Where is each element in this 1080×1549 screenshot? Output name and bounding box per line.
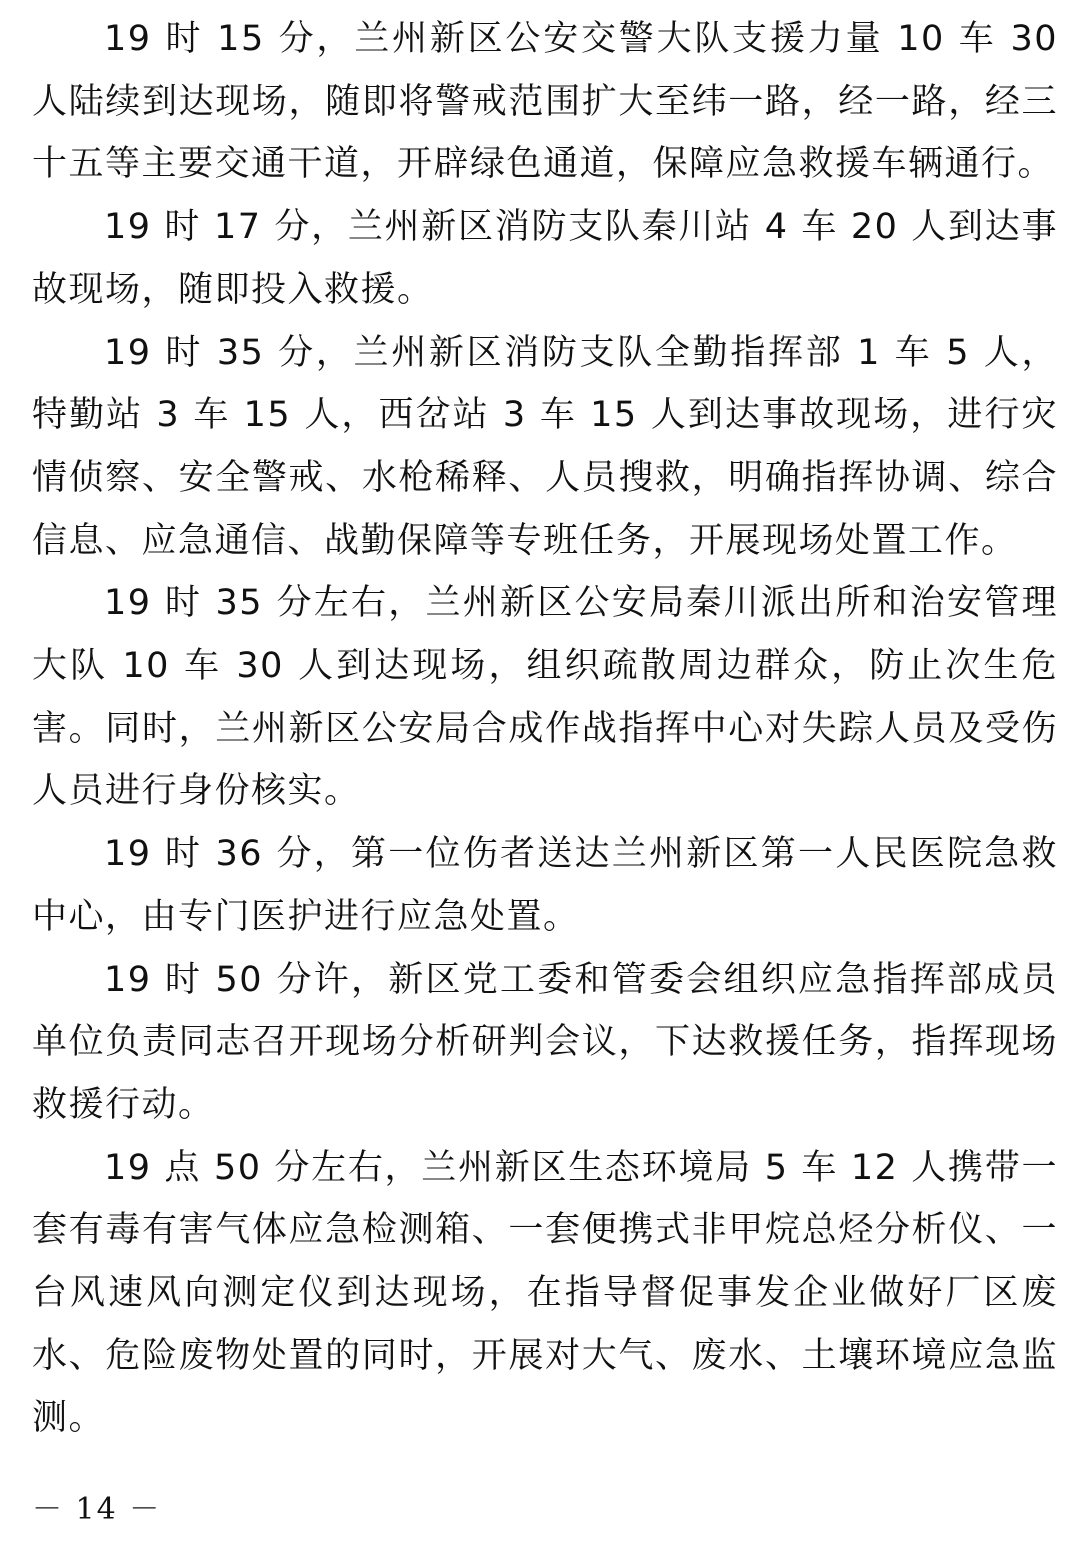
page-number: － 14 － <box>32 1492 162 1527</box>
paragraph-public-security: 19 时 35 分左右，兰州新区公安局秦川派出所和治安管理大队 10 车 30 人到达现场，组织疏散周边群众，防止次生危害。同时，兰州新区公安局合成作战指挥中心对失踪人员及受伤人员进行身份核实。 <box>32 583 1058 812</box>
paragraph-traffic-police: 19 时 15 分，兰州新区公安交警大队支援力量 10 车 30 人陆续到达现场，随即将警戒范围扩大至纬一路，经一路，经三十五等主要交通干道，开辟绿色通道，保障应急救援车辆通行。 <box>32 19 1058 185</box>
paragraph-fire-command: 19 时 35 分，兰州新区消防支队全勤指挥部 1 车 5 人，特勤站 3 车 15 人，西岔站 3 车 15 人到达事故现场，进行灾情侦察、安全警戒、水枪稀释、人员搜救，明确指挥协调、综合信息、应急通信、战勤保障等专班任务，开展现场处置工作。 <box>32 332 1058 561</box>
paragraph-environment-monitoring: 19 点 50 分左右，兰州新区生态环境局 5 车 12 人携带一套有毒有害气体应急检测箱、一套便携式非甲烷总烃分析仪、一台风速风向测定仪到达现场，在指导督促事发企业做好厂区废水、危险废物处置的同时，开展对大气、废水、土壤环境应急监测。 <box>32 1147 1058 1439</box>
paragraph-first-injured: 19 时 36 分，第一位伤者送达兰州新区第一人民医院急救中心，由专门医护进行应急处置。 <box>32 834 1058 937</box>
paragraph-qinchuan-fire-station: 19 时 17 分，兰州新区消防支队秦川站 4 车 20 人到达事故现场，随即投入救援。 <box>32 207 1058 310</box>
document-body <box>32 8 1058 1450</box>
paragraph-command-meeting: 19 时 50 分许，新区党工委和管委会组织应急指挥部成员单位负责同志召开现场分析研判会议，下达救援任务，指挥现场救援行动。 <box>32 959 1058 1125</box>
